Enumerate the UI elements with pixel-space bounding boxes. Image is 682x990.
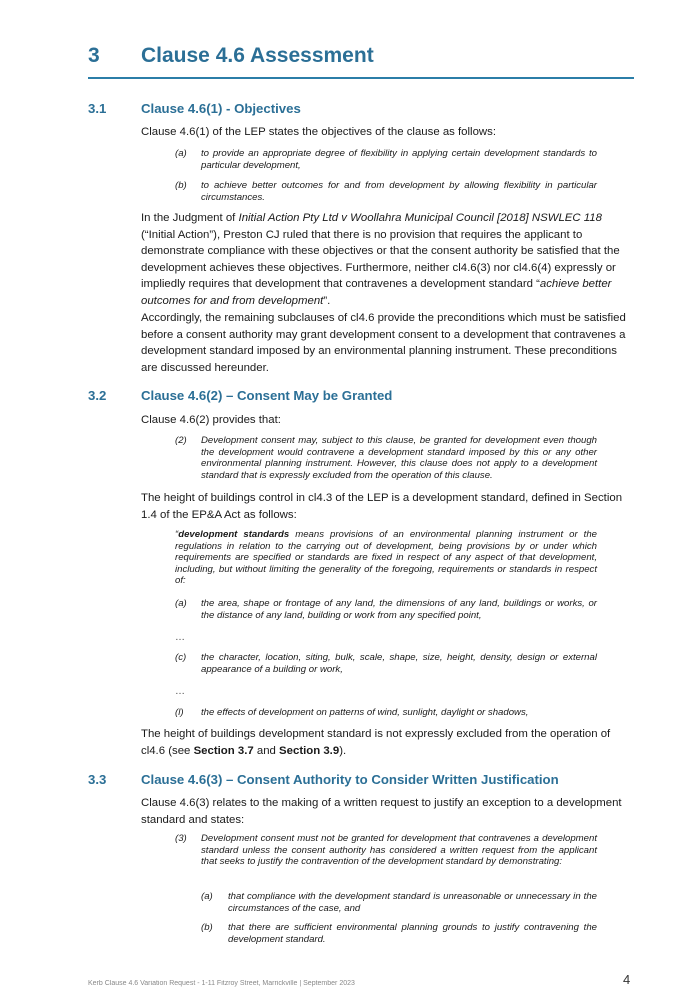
subsection-3-2-number: 3.2	[88, 388, 107, 403]
section-title: Clause 4.6 Assessment	[141, 44, 374, 67]
s33-item-b-text: that there are sufficient environmental planning grounds to justify contravening the development standard.	[228, 922, 597, 945]
def-item-l-label: (l)	[175, 707, 184, 718]
def-item-c-text: the character, location, siting, bulk, scale, shape, size, height, density, design or external appearance of a building or work,	[201, 652, 597, 675]
ellipsis-1: …	[175, 632, 185, 643]
s33-item-b-label: (b)	[201, 922, 213, 933]
s32-paragraph-1: The height of buildings control in cl4.3 of the LEP is a development standard, defined in Section 1.4 of the EP&A Act as follows:	[141, 492, 623, 521]
section-number: 3	[88, 44, 100, 67]
s33-quote-text: Development consent must not be granted for development that contravenes a development standard unless the consent authority has considered a written request from the applicant that seeks to justify the contravention of the development standard by demonstrating:	[201, 833, 597, 867]
definition-term: development standards	[178, 529, 290, 540]
case-citation: Initial Action Pty Ltd v Woollahra Municipal Council [2018] NSWLEC 118	[238, 212, 602, 224]
s33-intro: Clause 4.6(3) relates to the making of a written request to justify an exception to a development standard and states:	[141, 797, 622, 826]
def-item-c-label: (c)	[175, 652, 187, 663]
s31-intro: Clause 4.6(1) of the LEP states the objectives of the clause as follows:	[141, 126, 496, 138]
page-footer: Kerb Clause 4.6 Variation Request - 1-11 Fitzroy Street, Marrickville | September 2023	[88, 980, 355, 987]
def-item-l-text: the effects of development on patterns of wind, sunlight, daylight or shadows,	[201, 707, 529, 718]
page-number: 4	[623, 972, 631, 987]
subsection-3-1-number: 3.1	[88, 101, 107, 116]
subsection-3-1-title: Clause 4.6(1) - Objectives	[141, 101, 301, 116]
section-ref-3-7[interactable]: Section 3.7	[193, 744, 254, 757]
s31-paragraph-1: In the Judgment of Initial Action Pty Ltd v Woollahra Municipal Council [2018] NSWLEC 118 (“Initial Action”), Preston CJ ruled that there is no provision that requires the applicant to demonstrate compliance with these objectives or that the consent authority be satisfied that the development achieves these objectives. Furthermore, neither cl4.6(3) nor cl4.6(4) expressly or impliedly requires that development that contravenes a development standard “achieve better outcomes for and from development”.	[141, 212, 620, 307]
subsection-3-3-title: Clause 4.6(3) – Consent Authority to Consider Written Justification	[141, 772, 559, 787]
s31-item-b-label: (b)	[175, 180, 187, 191]
ellipsis-2: …	[175, 686, 185, 697]
s31-item-a-text: to provide an appropriate degree of flexibility in applying certain development standards to particular development,	[201, 148, 597, 171]
def-item-a-text: the area, shape or frontage of any land, the dimensions of any land, buildings or works, or the distance of any land, building or work from any specified point,	[201, 598, 597, 621]
subsection-3-3-number: 3.3	[88, 772, 107, 787]
def-item-a-label: (a)	[175, 598, 187, 609]
s31-paragraph-2: Accordingly, the remaining subclauses of cl4.6 provide the preconditions which must be satisfied before a consent authority may grant development consent to a development that contravenes a development standard imposed by an environmental planning instrument. These preconditions are discussed hereunder.	[141, 312, 626, 374]
s32-quote-text: Development consent may, subject to this clause, be granted for development even though the development would contravene a development standard imposed by this or any other environmental planning instrument. However, this clause does not apply to a development standard that is expressly excluded from the operation of this clause.	[201, 435, 597, 481]
definition-block: “development standards means provisions of an environmental planning instrument or the regulations in relation to the carrying out of development, being provisions by or under which requirements are specified or standards are fixed in respect of any aspect of that development, including, but without limiting the generality of the foregoing, requirements or standards in respect of:	[175, 529, 597, 586]
s33-item-a-label: (a)	[201, 891, 213, 902]
s31-item-a-label: (a)	[175, 148, 187, 159]
s32-intro: Clause 4.6(2) provides that:	[141, 414, 281, 426]
section-ref-3-9[interactable]: Section 3.9	[279, 744, 340, 757]
s32-quote-label: (2)	[175, 435, 187, 446]
s33-quote-label: (3)	[175, 833, 187, 844]
heading-rule	[88, 77, 634, 79]
s33-item-a-text: that compliance with the development standard is unreasonable or unnecessary in the circumstances of the case, and	[228, 891, 597, 914]
s31-item-b-text: to achieve better outcomes for and from development by allowing flexibility in particular circumstances.	[201, 180, 597, 203]
subsection-3-2-title: Clause 4.6(2) – Consent May be Granted	[141, 388, 393, 403]
s32-paragraph-2: The height of buildings development standard is not expressly excluded from the operation of cl4.6 (see Section 3.7 and Section 3.9).	[141, 728, 611, 757]
